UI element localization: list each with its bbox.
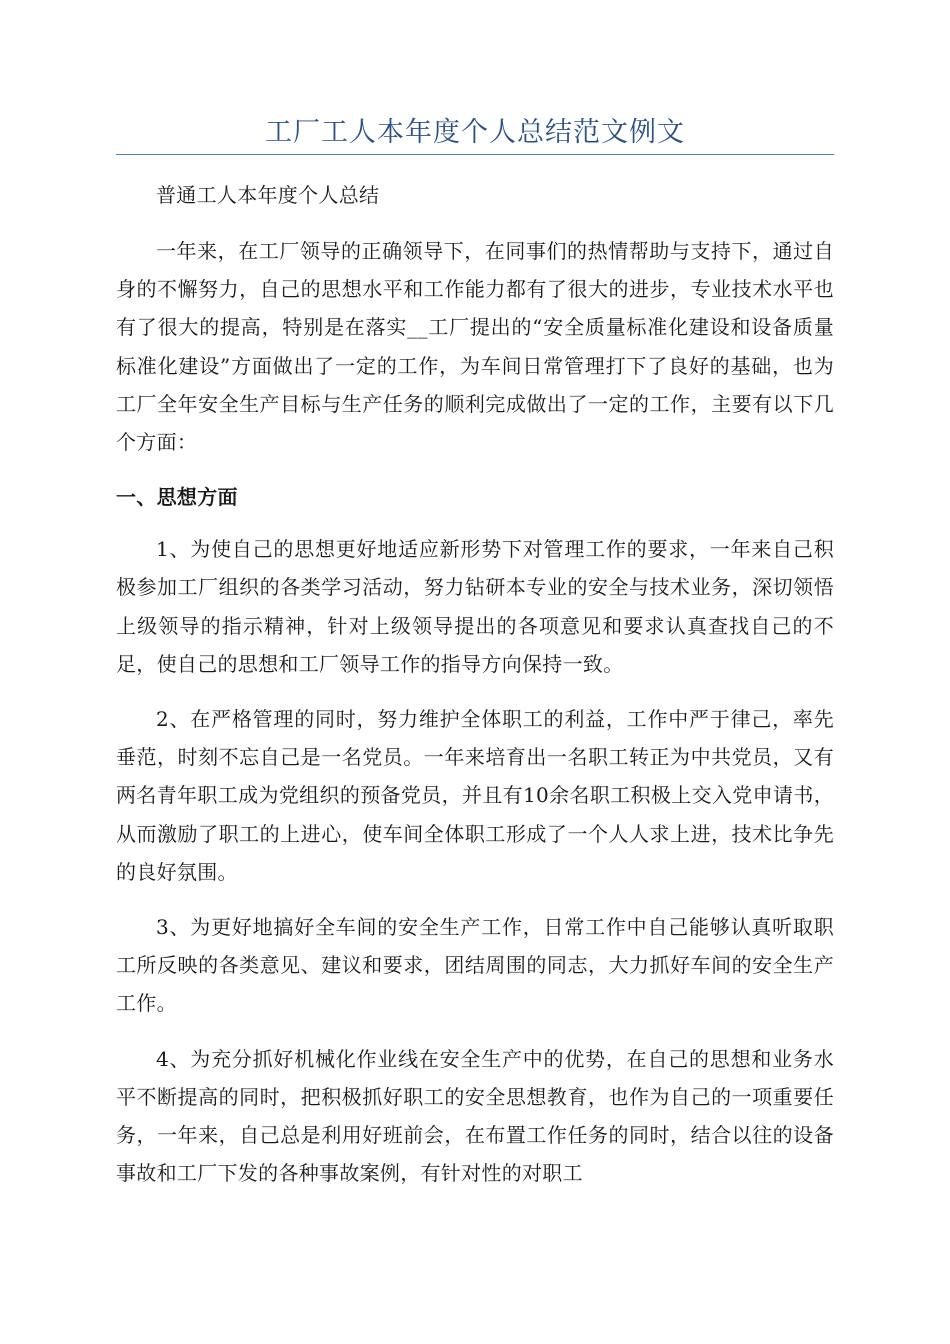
paragraph-4: 4、为充分抓好机械化作业线在安全生产中的优势，在自己的思想和业务水平不断提高的同时，把积极抓好职工的安全思想教育，也作为自己的一项重要任务，一年来，自己总是利用好班前会，在布置工作任务的同时，结合以往的设备事故和工厂下发的各种事故案例，有针对性的对职工 [116, 1046, 834, 1186]
paragraph-1: 1、为使自己的思想更好地适应新形势下对管理工作的要求，一年来自己积极参加工厂组织的各类学习活动，努力钻研本专业的安全与技术业务，深切领悟上级领导的指示精神，针对上级领导提出的各项意见和要求认真查找自己的不足，使自己的思想和工厂领导工作的指导方向保持一致。 [116, 537, 834, 676]
section-heading-thought: 一、思想方面 [116, 485, 238, 510]
paragraph-2: 2、在严格管理的同时，努力维护全体职工的利益，工作中严于律己，率先垂范，时刻不忘自己是一名党员。一年来培育出一名职工转正为中共党员，又有两名青年职工成为党组织的预备党员，并且有10余名职工积极上交入党申请书，从而激励了职工的上进心，使车间全体职工形成了一个人人求上进，技术比争先的良好氛围。 [116, 707, 834, 884]
intro-paragraph: 一年来，在工厂领导的正确领导下，在同事们的热情帮助与支持下，通过自身的不懈努力，自己的思想水平和工作能力都有了很大的进步，专业技术水平也有了很大的提高，特别是在落实__工厂提出的“安全质量标准化建设和设备质量标准化建设”方面做出了一定的工作，为车间日常管理打下了良好的基础，也为工厂全年安全生产目标与生产任务的顺利完成做出了一定的工作，主要有以下几个方面： [116, 239, 834, 455]
title-underline [116, 154, 834, 155]
document-title: 工厂工人本年度个人总结范文例文 [265, 117, 685, 148]
document-subtitle: 普通工人本年度个人总结 [156, 183, 380, 207]
document-body [116, 176, 834, 1209]
paragraph-3: 3、为更好地搞好全车间的安全生产工作，日常工作中自己能够认真听取职工所反映的各类意见、建议和要求，团结周围的同志，大力抓好车间的安全生产工作。 [116, 915, 834, 1016]
